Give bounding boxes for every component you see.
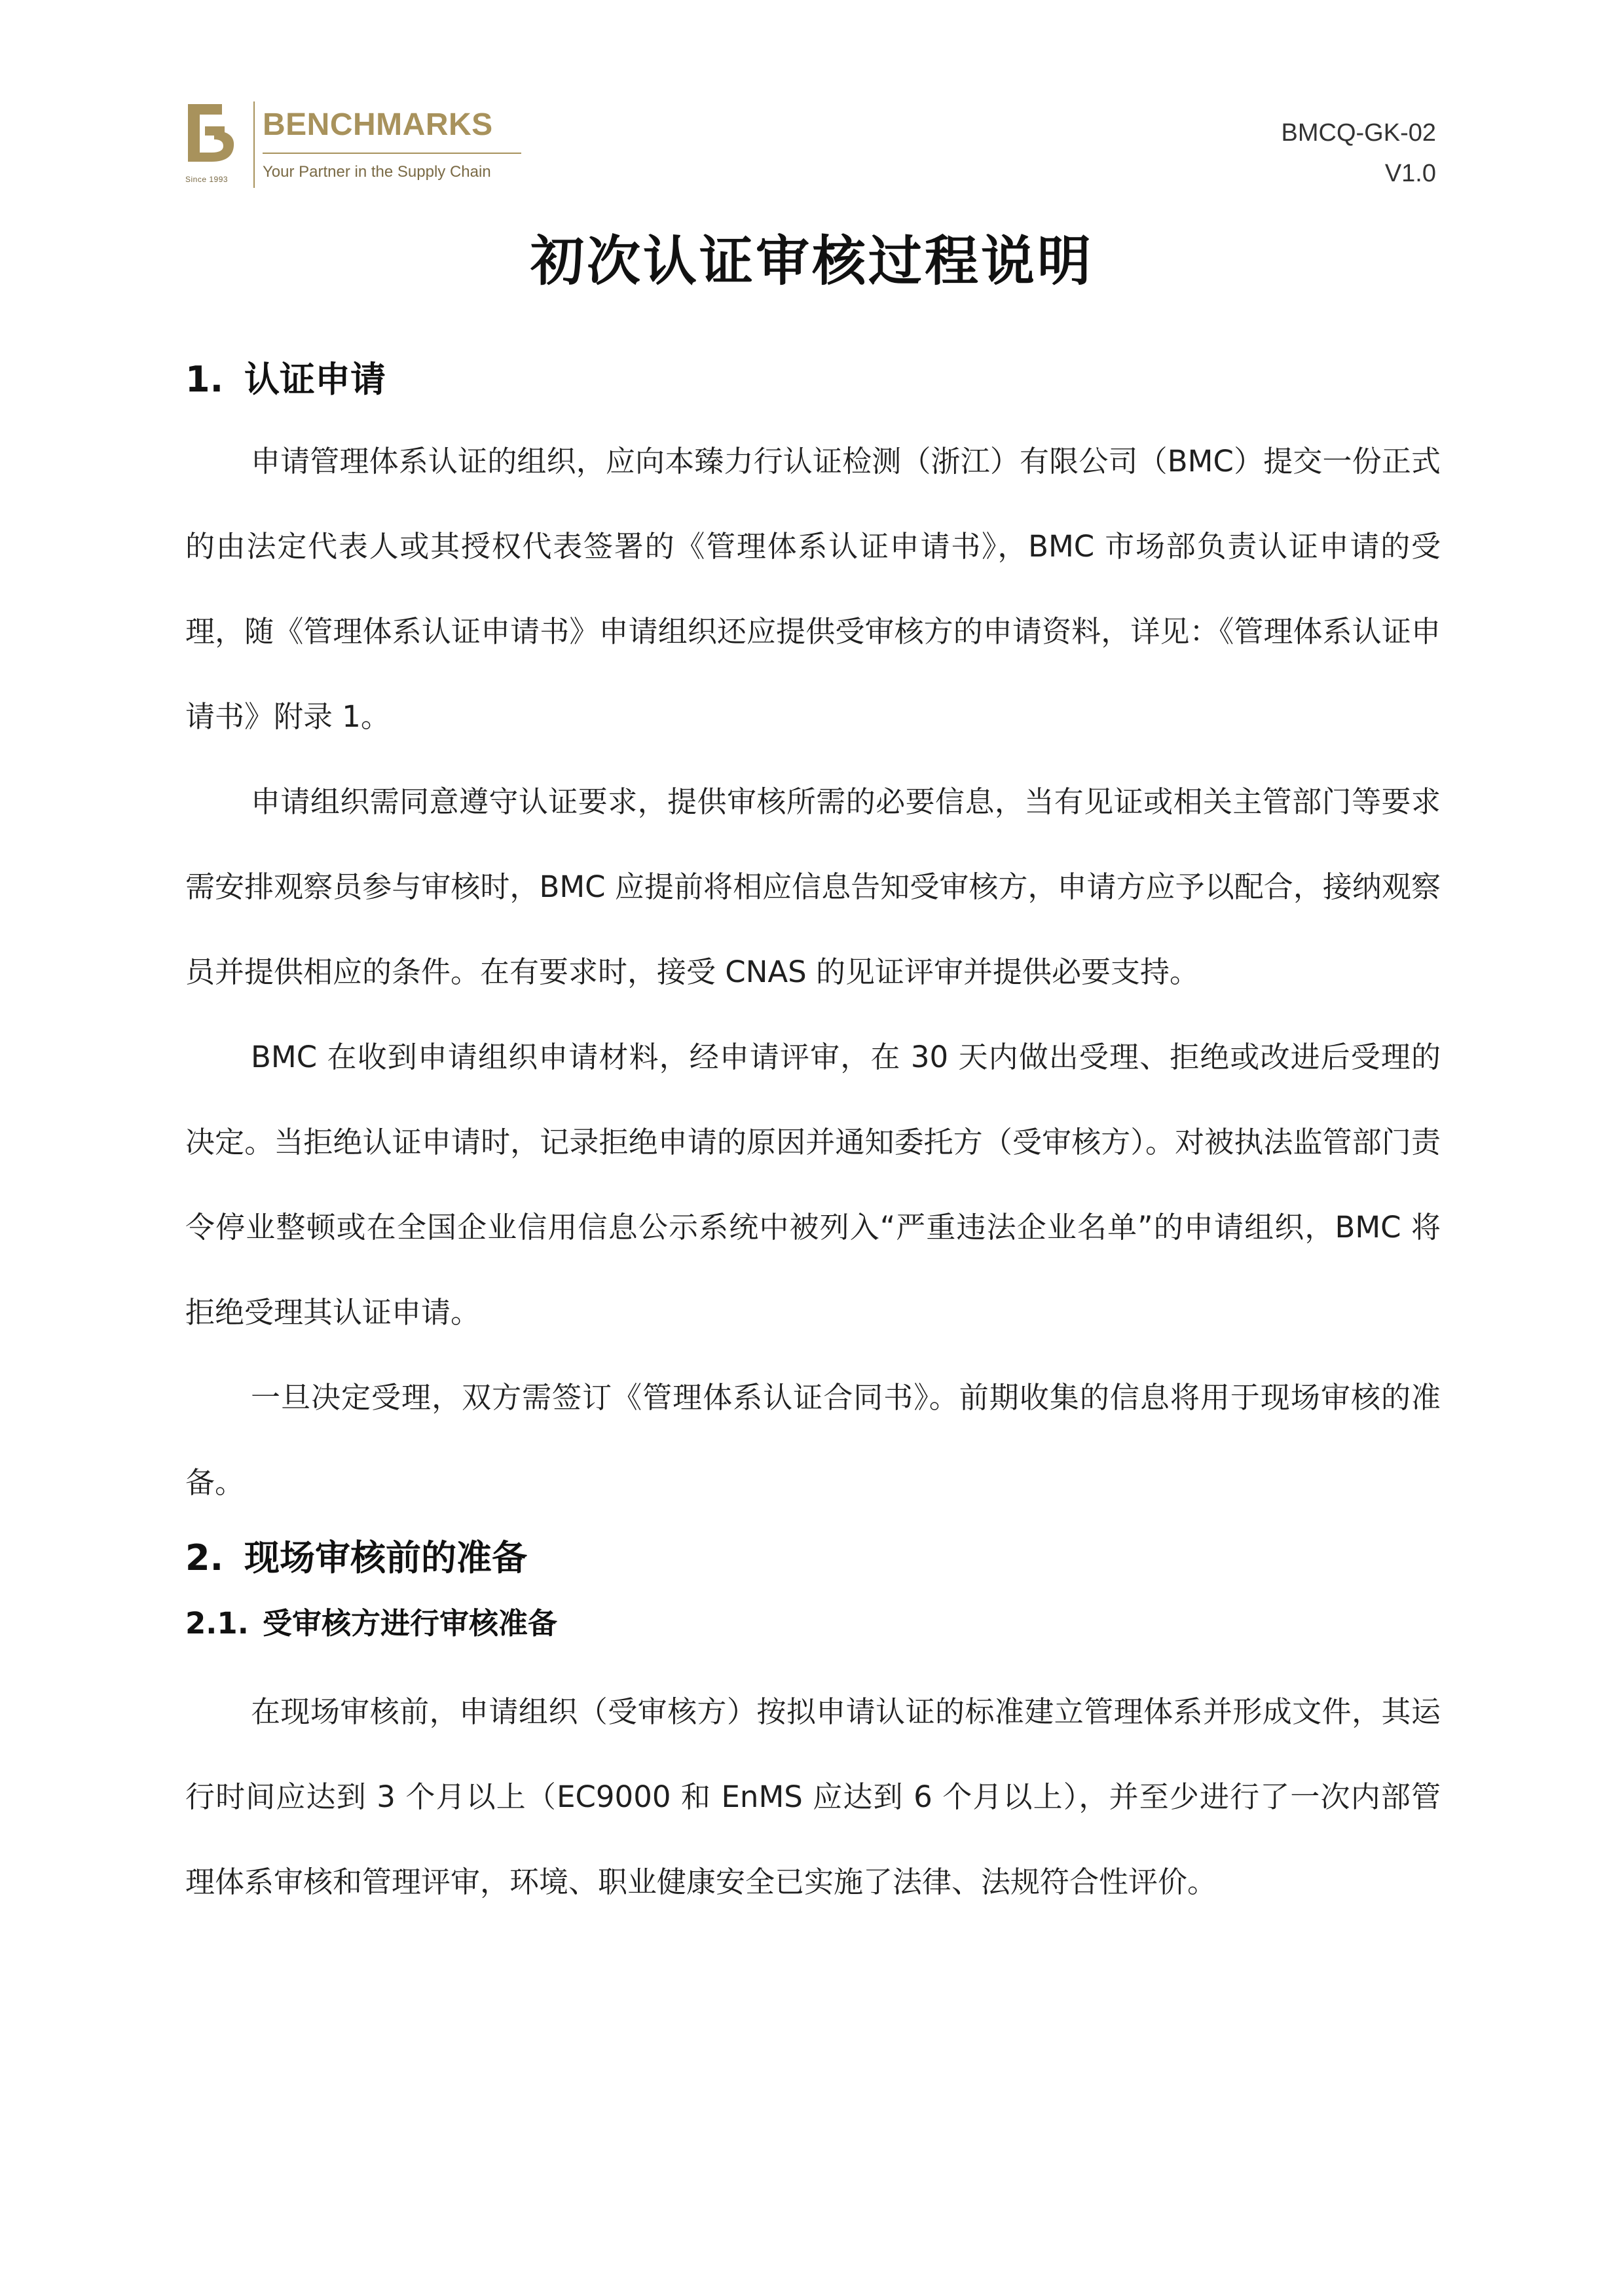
- section-title: 认证申请: [244, 359, 386, 400]
- logo-since-text: Since 1993: [185, 175, 229, 184]
- logo-brand-name: BENCHMARKS: [263, 107, 493, 142]
- document-code: BMCQ-GK-02: [1281, 119, 1436, 147]
- subsection-heading-2-1: [185, 1591, 1441, 1669]
- section-heading-2: [185, 1525, 1441, 1591]
- paragraph: 申请管理体系认证的组织，应向本臻力行认证检测（浙江）有限公司（BMC）提交一份正式的由法定代表人或其授权代表签署的《管理体系认证申请书》，BMC 市场部负责认证申请的受理，随《管理体系认证申请书》申请组织还应提供受审核方的申请资料，详见：《管理体系认证申请书》附录 1。: [185, 444, 1441, 734]
- logo-tagline: Your Partner in the Supply Chain: [263, 163, 491, 181]
- benchmarks-logo-mark-icon: [185, 104, 238, 170]
- logo-rule: [263, 153, 521, 154]
- document-version: V1.0: [1384, 160, 1436, 187]
- subsection-number: 2.1.: [185, 1606, 249, 1641]
- company-logo: [185, 101, 526, 193]
- spacer: [185, 412, 1441, 419]
- document-code-block: [1282, 113, 1436, 194]
- section-title: 现场审核前的准备: [244, 1537, 527, 1578]
- document-body: [185, 347, 1441, 1925]
- section-heading-1: [185, 347, 1441, 412]
- page-title: 初次认证审核过程说明: [530, 230, 1094, 293]
- paragraph: BMC 在收到申请组织申请材料，经申请评审，在 30 天内做出受理、拒绝或改进后受理的决定。当拒绝认证申请时，记录拒绝申请的原因并通知委托方（受审核方）。对被执法监管部门责令停业整顿或在全国企业信用信息公示系统中被列入“严重违法企业名单”的申请组织，BMC 将拒绝受理其认证申请。: [185, 1040, 1441, 1330]
- section-number: 2.: [185, 1537, 224, 1578]
- paragraph: 一旦决定受理，双方需签订《管理体系认证合同书》。前期收集的信息将用于现场审核的准备。: [185, 1380, 1441, 1500]
- logo-divider: [253, 101, 255, 188]
- paragraph: 在现场审核前，申请组织（受审核方）按拟申请认证的标准建立管理体系并形成文件，其运行时间应达到 3 个月以上（EC9000 和 EnMS 应达到 6 个月以上），并至少进行了一次内部管理体系审核和管理评审，环境、职业健康安全已实施了法律、法规符合性评价。: [185, 1694, 1441, 1899]
- paragraph: 申请组织需同意遵守认证要求，提供审核所需的必要信息，当有见证或相关主管部门等要求需安排观察员参与审核时，BMC 应提前将相应信息告知受审核方，申请方应予以配合，接纳观察员并提供相应的条件。在有要求时，接受 CNAS 的见证评审并提供必要支持。: [185, 784, 1441, 989]
- section-number: 1.: [185, 359, 224, 400]
- subsection-title: 受审核方进行审核准备: [263, 1606, 558, 1641]
